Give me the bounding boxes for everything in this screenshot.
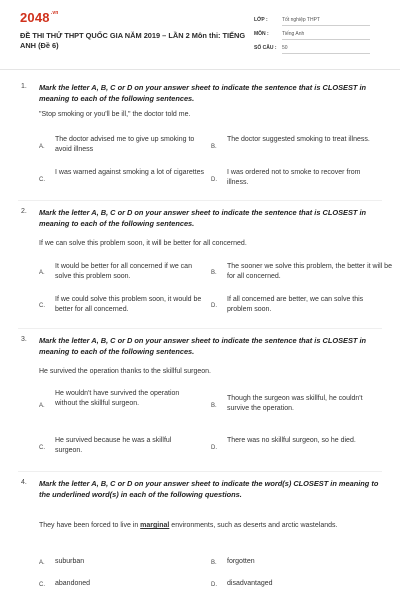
option-text: The sooner we solve this problem, the better it will be for all concerned. <box>227 263 392 280</box>
option-letter: A. <box>39 560 45 566</box>
option-text: suburban <box>55 558 85 565</box>
option-text: It would be better for all concerned if we can solve this problem soon. <box>55 263 192 280</box>
option-text: forgotten <box>227 558 255 565</box>
option-letter: B. <box>211 144 217 150</box>
option-text: I was warned against smoking a lot of cigarettes <box>55 169 205 176</box>
option-text: He survived because he was a skillful surgeon. <box>55 437 172 454</box>
logo-suffix: .vn <box>50 10 59 16</box>
option-text: The doctor advised me to give up smoking to avoid illness <box>55 136 195 153</box>
question-number: 2. <box>21 208 27 215</box>
option-text: He wouldn't have survived the operation without the skillful surgeon. <box>55 390 180 407</box>
option-text: There was no skillful surgeon, so he died. <box>227 437 356 444</box>
option-text: disadvantaged <box>227 580 273 587</box>
option-letter: D. <box>211 303 217 309</box>
divider <box>18 471 382 472</box>
option-letter: C. <box>39 582 45 588</box>
question-stem: They have been forced to live in marginal environments, such as deserts and arctic wastelands. <box>39 522 338 529</box>
question-instruction: Mark the letter A, B, C or D on your answer sheet to indicate the sentence that is CLOSEST in meaning to each of the following sentences. <box>39 336 367 356</box>
option-text: The doctor suggested smoking to treat illness. <box>227 136 370 143</box>
question-instruction: Mark the letter A, B, C or D on your answer sheet to indicate the word(s) CLOSEST in meaning to the underlined word(s) in each of the following questions. <box>39 479 379 499</box>
divider <box>18 200 382 201</box>
option-letter: D. <box>211 582 217 588</box>
question-instruction: Mark the letter A, B, C or D on your answer sheet to indicate the sentence that is CLOSEST in meaning to each of the following sentences. <box>39 83 367 103</box>
option-text: If all concerned are better, we can solve this problem soon. <box>227 296 364 313</box>
option-text: abandoned <box>55 580 91 587</box>
option-letter: C. <box>39 177 45 183</box>
meta-label: SỐ CÂU : <box>254 45 277 51</box>
meta-value: 50 <box>282 45 370 54</box>
meta-label: LỚP : <box>254 17 268 23</box>
page-header <box>0 0 400 70</box>
site-logo[interactable] <box>20 10 59 25</box>
option-letter: B. <box>211 270 217 276</box>
question-number: 4. <box>21 479 27 486</box>
question-instruction: Mark the letter A, B, C or D on your answer sheet to indicate the sentence that is CLOSEST in meaning to each of the following sentences. <box>39 208 367 228</box>
underlined-word: marginal <box>140 522 170 529</box>
option-letter: B. <box>211 560 217 566</box>
question-number: 1. <box>21 83 27 90</box>
option-letter: D. <box>211 177 217 183</box>
meta-value: Tốt nghiệp THPT <box>282 17 370 26</box>
question-stem: "Stop smoking or you'll be ill," the doctor told me. <box>39 111 191 118</box>
option-letter: D. <box>211 445 217 451</box>
option-letter: C. <box>39 445 45 451</box>
meta-value: Tiếng Anh <box>282 31 370 40</box>
meta-label: MÔN : <box>254 31 269 37</box>
exam-title: ĐỀ THI THỬ THPT QUỐC GIA NĂM 2019 – LẦN 2 Môn thi: TIẾNG ANH (Đề 6) <box>20 31 246 50</box>
logo-text: 2048 <box>20 10 50 25</box>
question-stem: If we can solve this problem soon, it will be better for all concerned. <box>39 240 247 247</box>
option-letter: A. <box>39 144 45 150</box>
option-letter: A. <box>39 403 45 409</box>
question-number: 3. <box>21 336 27 343</box>
option-text: Though the surgeon was skillful, he couldn't survive the operation. <box>227 395 363 412</box>
option-text: I was ordered not to smoke to recover from illness. <box>227 169 361 186</box>
option-letter: B. <box>211 403 217 409</box>
question-stem: He survived the operation thanks to the skillful surgeon. <box>39 368 211 375</box>
option-letter: C. <box>39 303 45 309</box>
option-text: If we could solve this problem soon, it would be better for all concerned. <box>55 296 202 313</box>
option-letter: A. <box>39 270 45 276</box>
divider <box>18 328 382 329</box>
